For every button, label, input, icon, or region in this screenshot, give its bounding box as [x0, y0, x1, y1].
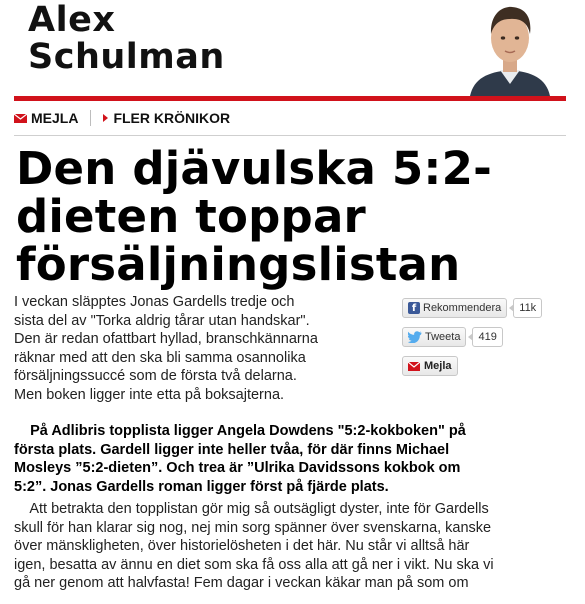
text-line: första plats. Gardell ligger inte heller tvåa, för där finns Michael [14, 441, 450, 458]
email-share-button[interactable] [402, 356, 458, 376]
header-accent-rule [14, 96, 566, 101]
headline-line: försäljningslistan [16, 238, 461, 291]
twitter-share [402, 327, 503, 347]
text-line: över mänskligheten, över historielösheten i det här. Nu står vi alltså här [14, 538, 470, 554]
nav-divider [90, 110, 91, 126]
headline-line: dieten toppar [16, 190, 366, 243]
author-name-line1: Alex [28, 0, 116, 40]
article-lead [14, 293, 399, 404]
author-name [28, 2, 225, 76]
facebook-icon: f [408, 302, 420, 314]
text-line: Att betrakta den topplistan gör mig så outsägligt dyster, inte för Gardells [14, 501, 489, 517]
facebook-share [402, 298, 542, 318]
mail-icon [14, 114, 27, 123]
tweet-label: Tweeta [425, 331, 461, 343]
text-line: gå ner genom att halvfasta! Fem dagar i veckan käkar man på som om [14, 575, 469, 591]
author-name-line2: Schulman [28, 37, 225, 77]
mail-share [402, 356, 458, 376]
mail-icon [408, 362, 420, 371]
text-line: Den är redan ofattbart hyllad, branschkännarna [14, 331, 318, 347]
article-bold-paragraph [14, 422, 574, 496]
text-line: räknar med att den ska bli samma osannolika [14, 349, 306, 366]
text-line: försäljningssuccé som de första två delarna. [14, 368, 297, 384]
text-line: sista del av "Torka aldrig tårar utan handskar". [14, 312, 310, 329]
text-line: På Adlibris topplista ligger Angela Dowdens "5:2-kokboken" på [14, 423, 466, 439]
article-headline [16, 142, 576, 291]
facebook-count: 11k [513, 298, 542, 318]
facebook-recommend-label: Rekommendera [423, 302, 502, 314]
text-line: igen, besatta av ännu en diet som ska få oss alla att gå ner i vikt. Nu ska vi [14, 556, 494, 573]
author-portrait [470, 0, 550, 96]
text-line: skull för han klarar sig nog, nej min sorg spänner över svenskarna, kanske [14, 519, 492, 536]
text-line: I veckan släpptes Jonas Gardells tredje och [14, 294, 295, 310]
arrow-right-icon [103, 114, 108, 122]
text-line: Mosleys ”5:2-dieten”. Och trea är ”Ulrika Davidssons kokbok om [14, 460, 461, 476]
more-columns-link[interactable]: FLER KRÖNIKOR [113, 110, 231, 126]
nav-divider-rule [14, 135, 566, 136]
article-body-paragraph [14, 500, 584, 593]
text-line: 5:2”. Jonas Gardells roman ligger först på fjärde plats. [14, 478, 389, 495]
text-line: Men boken ligger inte etta på boksajterna. [14, 386, 285, 403]
facebook-recommend-button[interactable] [402, 298, 507, 318]
mail-link[interactable]: MEJLA [31, 110, 79, 126]
twitter-count: 419 [472, 327, 502, 347]
tweet-button[interactable] [402, 327, 466, 347]
author-nav [14, 109, 230, 127]
headline-line: Den djävulska 5:2- [16, 142, 493, 195]
twitter-bird-icon [408, 331, 422, 343]
email-share-label: Mejla [424, 360, 452, 372]
